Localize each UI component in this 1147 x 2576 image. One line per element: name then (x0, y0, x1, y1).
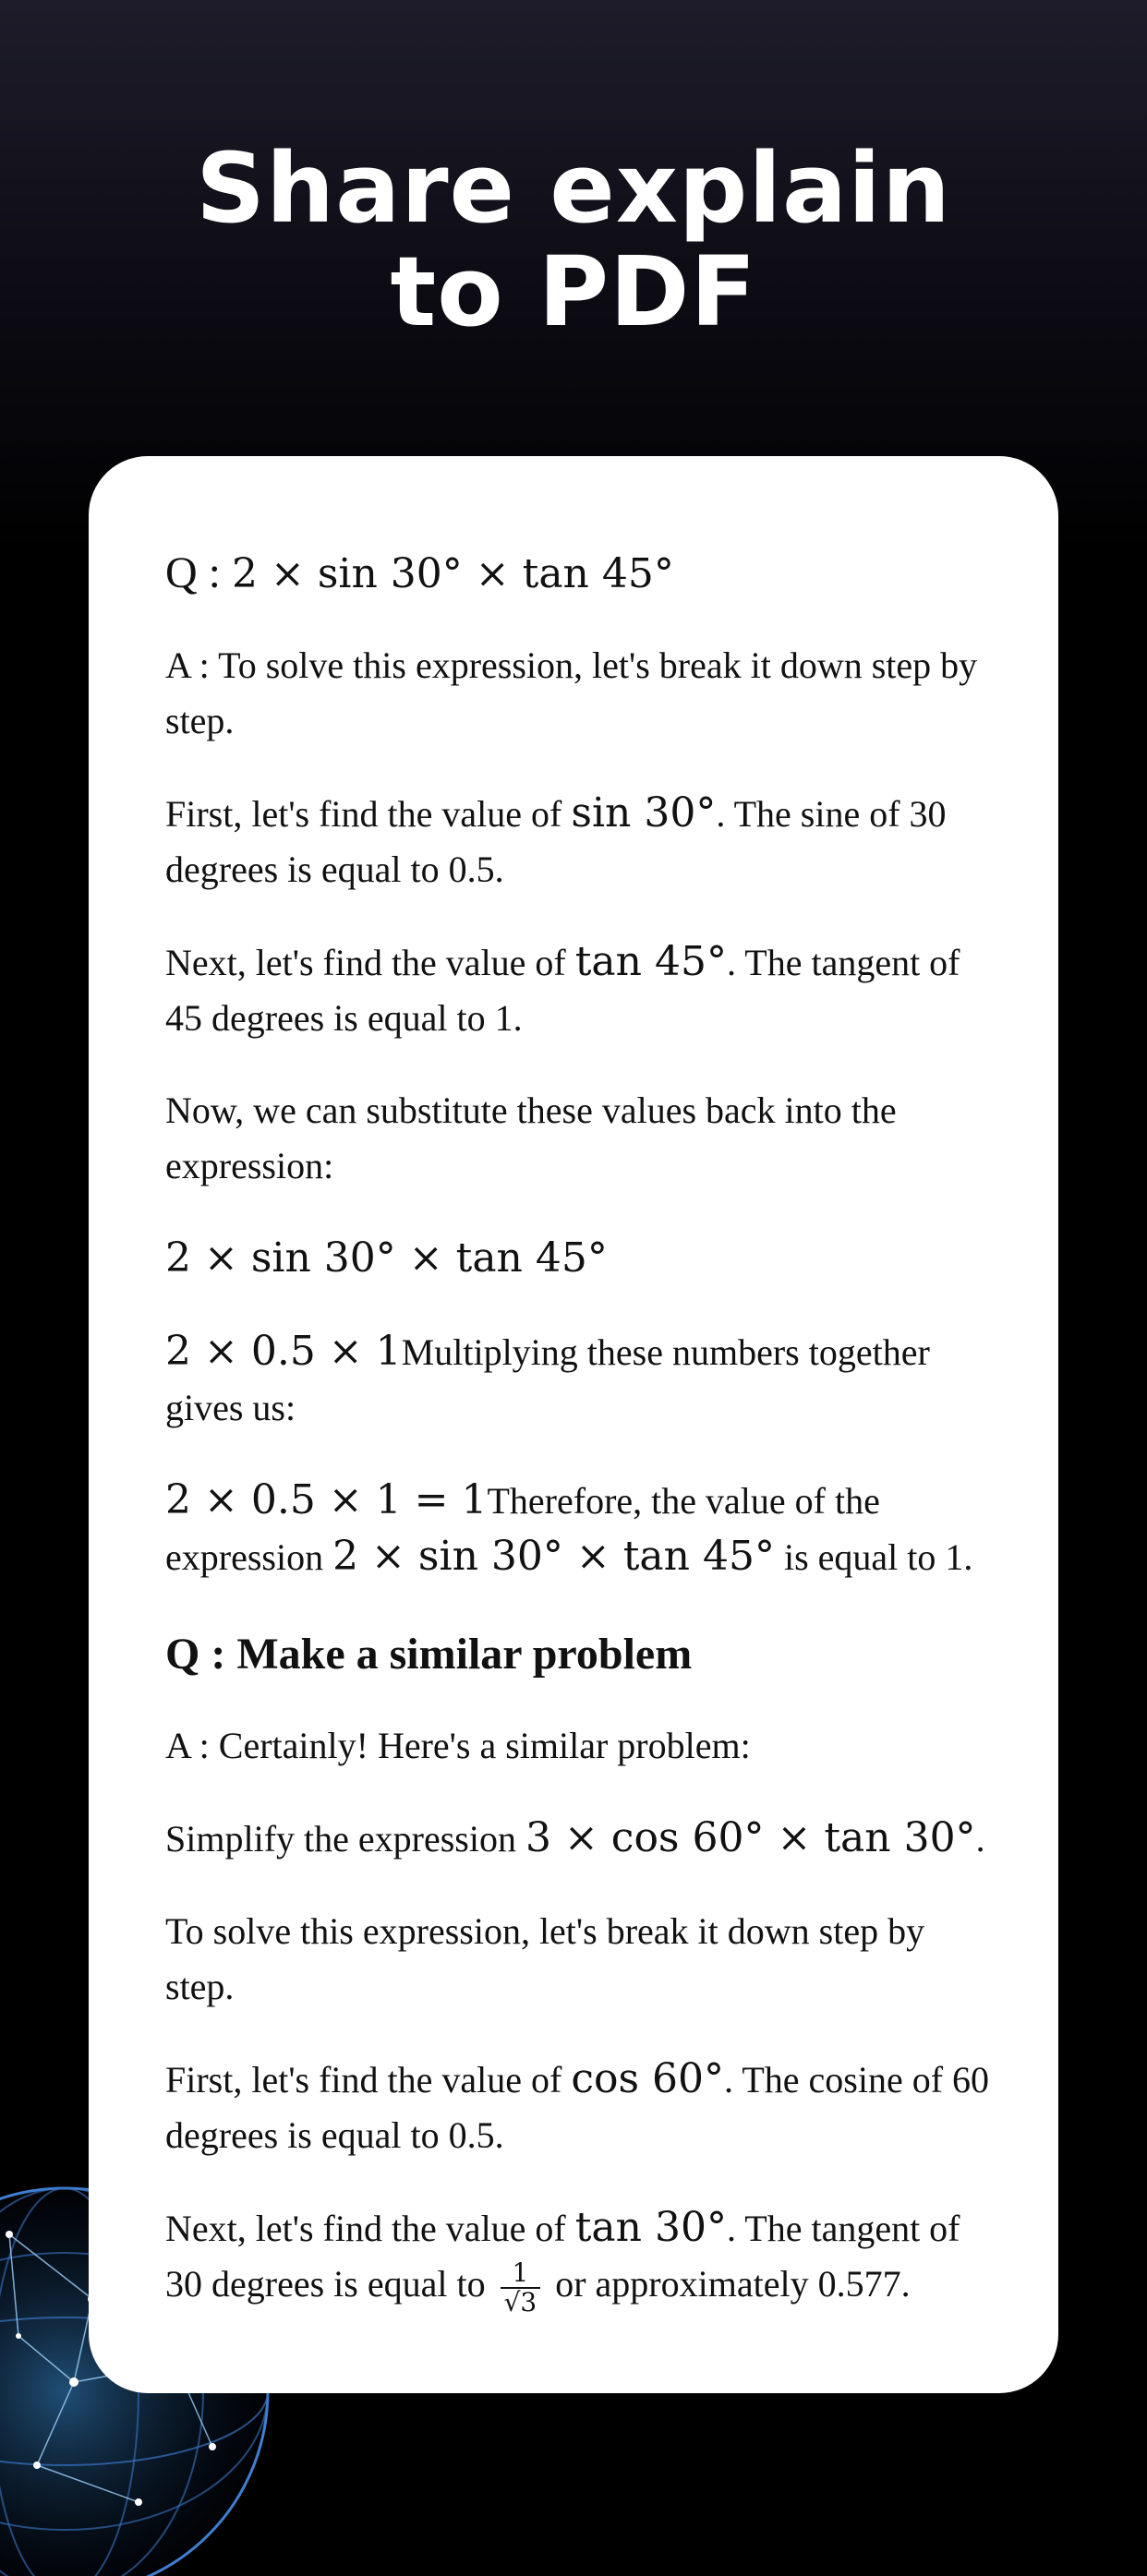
question-math: 2 × sin 30° × tan 45° (232, 550, 674, 597)
answer-substitution: 2 × 0.5 × 1Multiplying these numbers together gives us: (165, 1328, 930, 1428)
answer-step-1: First, let's find the value of sin 30°. The sine of 30 degrees is equal to 0.5. (165, 789, 947, 890)
answer-2-intro: A : Certainly! Here's a similar problem: (165, 1725, 751, 1766)
answer-expression: 2 × sin 30° × tan 45° (165, 1234, 608, 1282)
page-title (0, 132, 1147, 348)
answer-result: 2 × 0.5 × 1 = 1Therefore, the value of the expression 2 × sin 30° × tan 45° is equal to 1. (165, 1476, 973, 1580)
question-prefix: Q : (165, 548, 221, 597)
question-2: Q : Make a similar problem (165, 1630, 693, 1679)
explanation-card[interactable] (89, 456, 1058, 2393)
answer-2-step-2: Next, let's find the value of tan 30°. The tangent of 30 degrees is equal to $\frac{1}{√3}$ or approximately 0.577. (165, 2204, 960, 2317)
answer-2-problem: Simplify the expression 3 × cos 60° × tan 30°. (165, 1814, 985, 1861)
answer-step-3: Now, we can substitute these values back into the expression: (165, 1089, 897, 1186)
answer-intro: A : To solve this expression, let's break it down step by step. (165, 644, 978, 741)
title-line-1: Share explain (196, 132, 951, 245)
fraction: $\frac{1}{√3}$ (501, 2259, 541, 2317)
question-1 (165, 541, 996, 607)
answer-2-step-1: First, let's find the value of cos 60°. The cosine of 60 degrees is equal to 0.5. (165, 2055, 990, 2156)
answer-step-2: Next, let's find the value of tan 45°. The tangent of 45 degrees is equal to 1. (165, 938, 960, 1039)
explanation-content (165, 541, 996, 2353)
answer-2-step-0: To solve this expression, let's break it down step by step. (165, 1910, 925, 2007)
title-line-2: to PDF (390, 235, 757, 348)
